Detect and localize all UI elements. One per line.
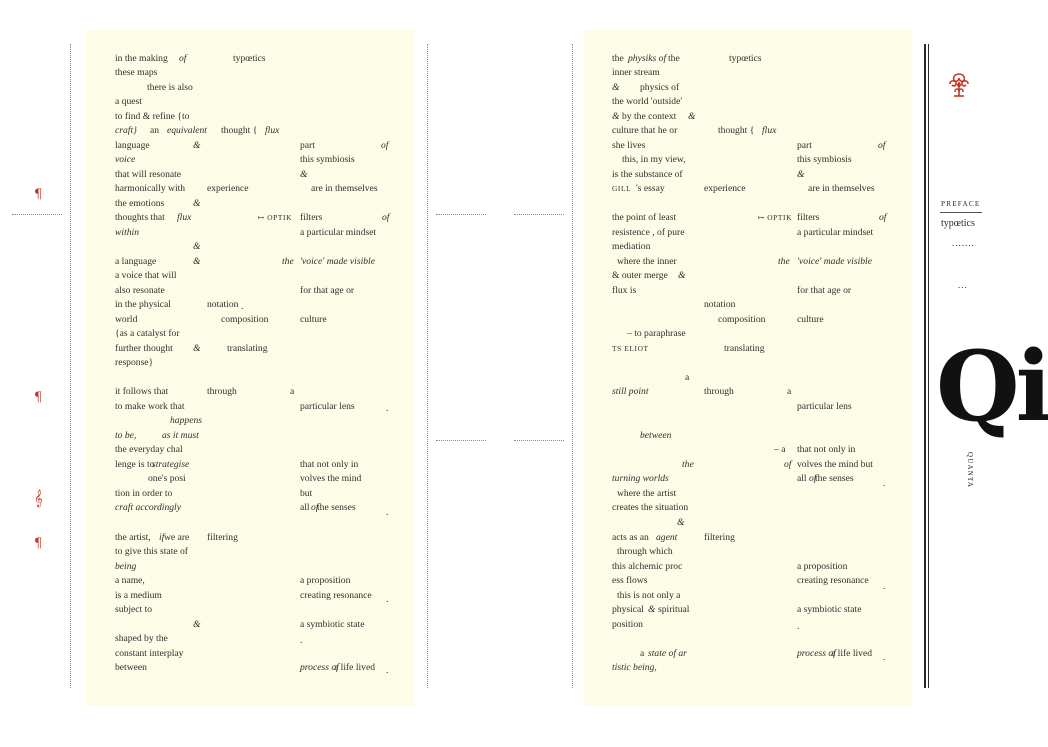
left-page-text: voice <box>115 154 136 165</box>
left-page-text: that not only in <box>300 459 359 470</box>
right-page-text: between <box>640 430 672 441</box>
right-page-text: this, in my view, <box>622 154 686 165</box>
left-page-text: a proposition <box>300 575 351 586</box>
right-page-text: mediation <box>612 241 651 252</box>
left-page-text: the <box>282 256 294 267</box>
left-page-text: the everyday chal <box>115 444 183 455</box>
right-page-text: notation <box>704 299 736 310</box>
dotted-leader: ....... <box>952 238 975 248</box>
right-page-text: & outer merge <box>612 270 668 281</box>
left-page-text: equivalent <box>167 125 207 136</box>
right-page-text: of <box>784 459 792 470</box>
left-page-text: if <box>159 532 165 543</box>
vertical-label: QUANTA <box>966 452 974 489</box>
right-page-text: where the artist <box>617 488 677 499</box>
left-page-text: . <box>300 635 303 646</box>
right-page-text: thought { <box>718 125 755 136</box>
right-page-text: physiks of <box>628 53 667 64</box>
right-page-text: is the substance of <box>612 169 683 180</box>
left-page-text: all <box>300 502 310 513</box>
right-page-text: & <box>612 82 620 93</box>
right-page-text: state of ar <box>648 648 687 659</box>
left-page-text: for that age or <box>300 285 355 296</box>
right-page-text: through which <box>617 546 673 557</box>
right-page-text: of <box>879 212 887 223</box>
right-page-text: & <box>678 270 686 281</box>
right-page-text: . <box>883 478 886 489</box>
left-page-text: of <box>381 140 389 151</box>
left-page-text: & <box>193 140 201 151</box>
center-right-rule <box>572 44 573 688</box>
left-page-text: in the making <box>115 53 168 64</box>
dotted-leader: ... <box>958 280 968 290</box>
right-page-text: & <box>648 604 656 615</box>
left-page-text: particular lens <box>300 401 355 412</box>
right-page-text: through <box>704 386 734 397</box>
left-page-text: thought { <box>221 125 258 136</box>
right-page-text: the point of least <box>612 212 677 223</box>
right-page-text: volves the mind but <box>797 459 873 470</box>
left-page-text: culture <box>300 314 327 325</box>
left-page-text: of <box>179 53 187 64</box>
right-page-text: where the inner <box>617 256 677 267</box>
left-page-text: . <box>386 665 389 676</box>
pilcrow-mark: ¶ <box>34 536 43 551</box>
left-page-text: but <box>300 488 313 499</box>
left-page-text: subject to <box>115 604 153 615</box>
sidebar-divider <box>940 212 982 213</box>
left-page-text: flux <box>265 125 280 136</box>
left-page-text: . <box>386 594 389 605</box>
left-page-text: a life lived <box>334 662 376 673</box>
right-page-text: for that age or <box>797 285 852 296</box>
right-page-text: a <box>685 372 690 383</box>
left-page-text: strategise <box>152 459 190 470</box>
large-display-letters: Qi <box>936 330 1048 443</box>
left-page-text: creating resonance <box>300 590 372 601</box>
right-page-text: 'voice' made visible <box>797 256 872 267</box>
right-page-text: . <box>797 621 800 632</box>
left-page-text: & <box>300 169 308 180</box>
right-page-text: creates the situation <box>612 502 689 513</box>
left-page-text: & <box>193 343 201 354</box>
pilcrow-mark: ¶ <box>34 390 43 405</box>
left-margin-rule <box>70 44 71 688</box>
right-page-text: – a <box>774 444 786 455</box>
left-page-text: & <box>193 241 201 252</box>
right-page-text: tistic being, <box>612 662 657 673</box>
left-page-text: to make work that <box>115 401 185 412</box>
left-page-text: . <box>386 507 389 518</box>
left-page-text: of <box>311 502 319 513</box>
left-page-text: a quest <box>115 96 142 107</box>
right-page-text: position <box>612 619 643 630</box>
left-page-text: & <box>193 256 201 267</box>
left-page-text: the artist, <box>115 532 151 543</box>
left-page-text: within <box>115 227 139 238</box>
right-page-text: agent <box>656 532 678 543</box>
right-page-text: turning worlds <box>612 473 669 484</box>
right-page-text: culture <box>797 314 824 325</box>
left-page-text: a symbiotic state <box>300 619 365 630</box>
right-page-text: GILL <box>612 184 632 193</box>
right-page-text: translating <box>724 343 765 354</box>
right-page-text: are in themselves <box>808 183 875 194</box>
right-page-text: of <box>809 473 817 484</box>
right-page-text: flux is <box>612 285 637 296</box>
left-page-text: & <box>193 198 201 209</box>
left-page-text: through <box>207 386 237 397</box>
right-page-text: . <box>883 581 886 592</box>
left-page-text: a language <box>115 256 157 267</box>
right-page-text: a <box>640 648 645 659</box>
left-page-text: translating <box>227 343 268 354</box>
right-page-text: ↦ OPTIK <box>758 213 793 222</box>
left-page-text: are in themselves <box>311 183 378 194</box>
left-page-text: world <box>115 314 138 325</box>
left-page-text: tion in order to <box>115 488 173 499</box>
left-page-text: being <box>115 561 137 572</box>
left-page-text: {as a catalyst for <box>115 328 180 339</box>
right-page-text: all <box>797 473 807 484</box>
right-page-text: the <box>682 459 694 470</box>
gutter-divider-3 <box>436 440 486 441</box>
right-page-text: she lives <box>612 140 646 151</box>
left-page-text: an <box>150 125 160 136</box>
right-page-text: spiritual <box>658 604 690 615</box>
left-page-text: harmonically with <box>115 183 186 194</box>
sidebar-rule-1 <box>924 44 926 688</box>
right-page-text: the <box>778 256 790 267</box>
right-page-text: & <box>688 111 696 122</box>
right-page-text: a proposition <box>797 561 848 572</box>
left-page-text: this symbiosis <box>300 154 355 165</box>
left-page-text: also resonate <box>115 285 165 296</box>
left-page-text: in the physical <box>115 299 171 310</box>
right-page-text: filters <box>797 212 820 223</box>
left-page-text: . <box>241 301 244 312</box>
left-page-text: a particular mindset <box>300 227 377 238</box>
left-page-text: shaped by the <box>115 633 168 644</box>
left-page-text: process of <box>300 662 339 673</box>
left-page-text: happens <box>170 415 202 426</box>
left-page-text: filtering <box>207 532 238 543</box>
left-page-text: filters <box>300 212 323 223</box>
right-page-text: a symbiotic state <box>797 604 862 615</box>
left-page-text: flux <box>177 212 192 223</box>
left-page-text: constant interplay <box>115 648 184 659</box>
left-page-text: experience <box>207 183 249 194</box>
right-page-text: a particular mindset <box>797 227 874 238</box>
right-page-text: & <box>612 111 620 122</box>
right-page-text: particular lens <box>797 401 852 412</box>
left-page-text: the emotions <box>115 198 165 209</box>
right-page-text: resistence , of pure <box>612 227 685 238</box>
left-page-text: is a medium <box>115 590 162 601</box>
left-page-text: there is also <box>147 82 193 93</box>
right-page-text: of <box>878 140 886 151</box>
left-page-text: response} <box>115 357 154 368</box>
right-page-text: a life lived <box>831 648 873 659</box>
left-page-text: that will resonate <box>115 169 182 180</box>
right-page-text: the <box>612 53 624 64</box>
right-page-text: & <box>677 517 685 528</box>
left-page-text: a name, <box>115 575 145 586</box>
left-page-text: of <box>382 212 390 223</box>
left-page-text: notation <box>207 299 239 310</box>
right-page-text: ess flows <box>612 575 648 586</box>
left-page-text: thoughts that <box>115 212 165 223</box>
left-page-text: further thought <box>115 343 173 354</box>
left-page-text: as it must <box>162 430 199 441</box>
right-page-text: the <box>668 53 680 64</box>
right-page-text: by the context <box>622 111 677 122</box>
right-page-text: composition <box>718 314 766 325</box>
left-page-text: craft accordingly <box>115 502 181 513</box>
right-page-text: this symbiosis <box>797 154 852 165</box>
gutter-divider-1 <box>436 214 486 215</box>
left-page-text: 'voice' made visible <box>300 256 375 267</box>
left-page-text: ↦ OPTIK <box>258 213 293 222</box>
left-page-text: a voice that will <box>115 270 177 281</box>
left-page-text: the senses <box>317 502 356 513</box>
left-page-text: volves the mind <box>300 473 362 484</box>
right-page-text: process of <box>797 648 836 659</box>
right-page-text: still point <box>612 386 649 397</box>
left-page-text: we are <box>164 532 190 543</box>
section-title: typœtics <box>941 218 975 229</box>
left-page-text: a <box>290 386 295 397</box>
right-page-text: experience <box>704 183 746 194</box>
left-page-text: one's posi <box>148 473 186 484</box>
right-page-text: – to paraphrase <box>627 328 686 339</box>
right-page-text: . <box>883 652 886 663</box>
left-page-text: to find & refine {to <box>115 111 190 122</box>
clef-mark: 𝄞 <box>34 489 43 507</box>
left-page-text: craft} <box>115 125 137 136</box>
right-page-text: part <box>797 140 812 151</box>
right-page-text: culture that he or <box>612 125 678 136</box>
left-margin-divider <box>12 214 62 215</box>
left-page-text: between <box>115 662 147 673</box>
right-page-text: this is not only a <box>617 590 681 601</box>
left-page-text: to be, <box>115 430 137 441</box>
left-page-text: & <box>193 619 201 630</box>
right-page-text: the senses <box>815 473 854 484</box>
floral-ornament-icon <box>946 70 972 100</box>
right-page-text: flux <box>762 125 777 136</box>
gutter-divider-2 <box>514 214 564 215</box>
pilcrow-mark: ¶ <box>34 187 43 202</box>
right-page-text: typœtics <box>729 53 762 64</box>
section-label: PREFACE <box>941 200 981 208</box>
right-page-text: creating resonance <box>797 575 869 586</box>
right-page-text: physical <box>612 604 644 615</box>
left-page-text: . <box>386 403 389 414</box>
right-page-text: TS ELIOT <box>612 344 649 353</box>
left-page-text: language <box>115 140 150 151</box>
right-page-text: 's essay <box>636 183 665 194</box>
left-page-text: these maps <box>115 67 158 78</box>
gutter-divider-4 <box>514 440 564 441</box>
left-page-text: it follows that <box>115 386 169 397</box>
left-page-text: composition <box>221 314 269 325</box>
right-page-text: a <box>787 386 792 397</box>
center-left-rule <box>427 44 428 688</box>
right-page-text: that not only in <box>797 444 856 455</box>
right-page-text: inner stream <box>612 67 660 78</box>
left-page-text: typœtics <box>233 53 266 64</box>
left-page-text: to give this state of <box>115 546 189 557</box>
right-page-text: physics of <box>640 82 680 93</box>
sidebar-rule-2 <box>928 44 929 688</box>
right-page-text: acts as an <box>612 532 649 543</box>
right-page-text: & <box>797 169 805 180</box>
left-page-text: lenge is to <box>115 459 155 470</box>
right-page-text: this alchemic proc <box>612 561 683 572</box>
right-page-text: the world 'outside' <box>612 96 683 107</box>
left-page-text: part <box>300 140 315 151</box>
right-page-text: filtering <box>704 532 735 543</box>
